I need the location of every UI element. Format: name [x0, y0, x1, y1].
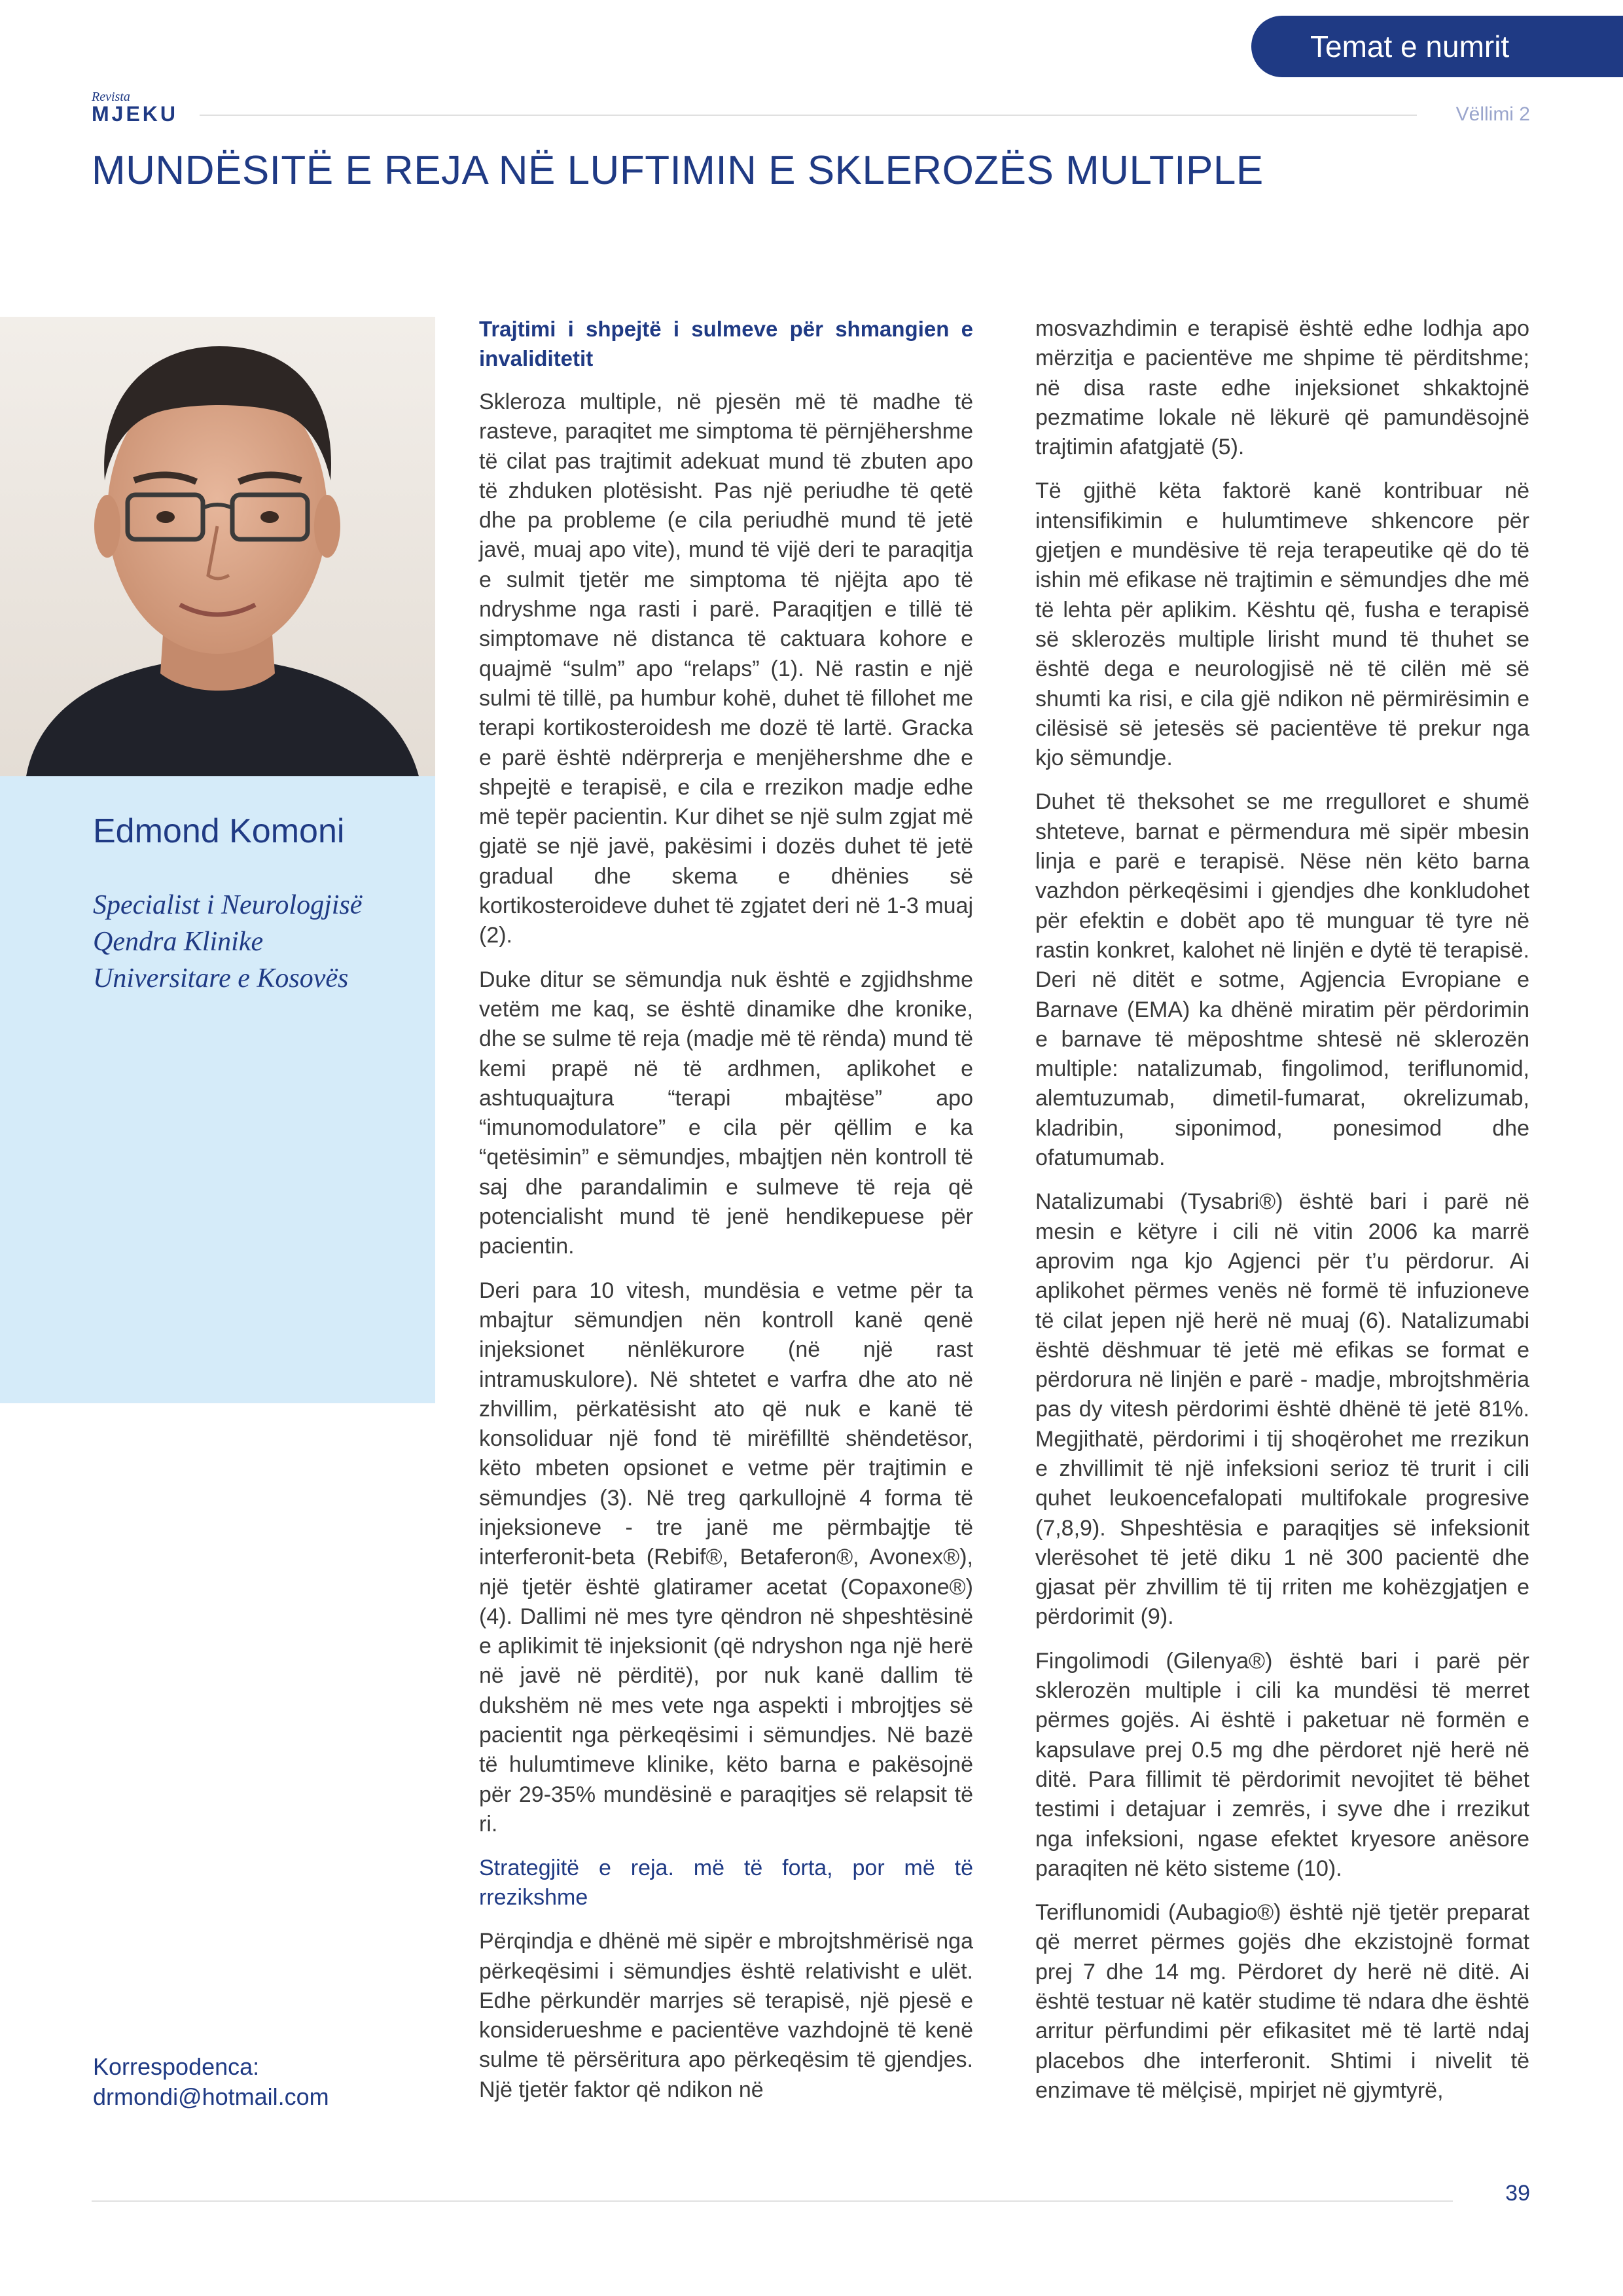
author-name: Edmond Komoni	[93, 812, 345, 850]
page-number: 39	[1505, 2181, 1530, 2206]
header-divider	[200, 115, 1417, 116]
correspondence	[93, 2052, 329, 2112]
section-heading-2: Strategjitë e reja. më të forta, por më të rrezikshme	[479, 1856, 973, 1910]
author-photo	[0, 317, 435, 776]
paragraph: Teriflunomidi (Aubagio®) është një tjetër preparat që merret përmes gojës dhe ekzistojnë format prej 7 dhe 14 mg. Përdoret dy herë në ditë. Ai është testuar në katër studime të ndara dhe është arritur përfundimi për efikasitet më të lartë ndaj placebos dhe interferonit. Shtimi i nivelit të enzimave të mëlçisë, mpirjet në gjymtyrë,	[1035, 1900, 1529, 2103]
article-title: MUNDËSITË E REJA NË LUFTIMIN E SKLEROZËS MULTIPLE	[92, 148, 1264, 193]
correspondence-email[interactable]: drmondi@hotmail.com	[93, 2083, 329, 2110]
affiliation-line: Universitare e Kosovës	[93, 963, 349, 994]
footer-divider	[92, 2200, 1453, 2202]
logo-small-text: Revista	[92, 90, 130, 104]
journal-logo	[92, 90, 178, 124]
paragraph: Deri para 10 vitesh, mundësia e vetme për ta mbajtur sëmundjen nën kontroll kanë qenë injeksionet nënlëkurore (në një rast intramuskulore). Në shtetet e varfra dhe ato në zhvillim, përkatësisht ato që nuk e kanë të konsoliduar një fond të mirëfilltë shëndetësor, këto mbeten opsionet e vetme për trajtimin e sëmundjes (3). Në treg qarkullojnë 4 forma të injeksioneve - tre janë me përmbajtje të interferonit-beta (Rebif®, Betaferon®, Avonex®), një tjetër është glatiramer acetat (Copaxone®) (4). Dallimi në mes tyre qëndron në shpeshtësinë e aplikimit të injeksionit (që ndryshon nga një herë në javë në përditë), por nuk kanë dallim të dukshëm në mes vete nga aspekti i mbrojtjes së pacientit nga përkeqësimi i sëmundjes. Në bazë të hulumtimeve klinike, këto barna e pakësojnë për 29-35% mundësinë e paraqitjes së relapsit të ri.	[479, 1278, 973, 1837]
logo-big-text: MJEKU	[92, 102, 179, 126]
author-affiliation	[93, 887, 362, 997]
text-column-2	[1035, 314, 1529, 2120]
paragraph: Duke ditur se sëmundja nuk është e zgjidhshme vetëm me kaq, se është dinamike dhe kronike, dhe se sulme të reja (madje më të rënda) mund të kemi prapë në të ardhmen, aplikohet e ashtuquajtura “terapi mbajtëse” apo “imunomodulatore” e cila për qëllim e ka “qetësimin” e sëmundjes, mbajtjen nën kontroll të saj dhe parandalimin e sulmeve të reja që potencialisht mund të jenë hendikepuese për pacientin.	[479, 967, 973, 1259]
paragraph: Të gjithë këta faktorë kanë kontribuar në intensifikimin e hulumtimeve shkencore për gjetjen e mundësive të reja terapeutike që do të ishin më efikase në trajtimin e sëmundjes dhe më të lehta për aplikim. Kështu që, fusha e terapisë së sklerozës multiple lirisht mund të thuhet se është dega e neurologjisë në të cilën më së shumti ka risi, e cila gjë ndikon në përmirësimin e cilësisë së jetesës së pacientëve të prekur nga kjo sëmundje.	[1035, 478, 1529, 771]
paragraph: mosvazhdimin e terapisë është edhe lodhja apo mërzitja e pacientëve me shpime të përditshme; në disa raste edhe injeksionet shkaktojnë pezmatime lokale në lëkurë që pamundësojnë trajtimin afatgjatë (5).	[1035, 316, 1529, 460]
section-heading-1: Trajtimi i shpejtë i sulmeve për shmangien e invaliditetit	[479, 317, 973, 370]
paragraph: Fingolimodi (Gilenya®) është bari i parë për sklerozën multiple i cili ka mundësi të merret përmes gojës. Ai është i paketuar në formën e kapsulave prej 0.5 mg dhe përdoret një herë në ditë. Para fillimit të përdorimit nevojitet të bëhet testimi i detajuar i zemrës, i syve dhe i rrezikut nga infeksioni, ngase efektet kryesore anësore paraqiten në këto sisteme (10).	[1035, 1648, 1529, 1881]
volume-label: Vëllimi 2	[1455, 103, 1530, 125]
author-box	[0, 776, 435, 1403]
affiliation-line: Qendra Klinike	[93, 927, 264, 957]
paragraph: Duhet të theksohet se me rregulloret e shumë shteteve, barnat e përmendura më sipër mbesin linja e parë e terapisë. Nëse nën këto barna vazhdon përkeqësimi i gjendjes dhe konkludohet për efektin e dobët apo të munguar të tyre në rastin konkret, kalohet në linjën e dytë të terapisë. Deri në ditët e sotme, Agjencia Evropiane e Barnave (EMA) ka dhënë miratim për përdorimin e barnave të mëposhtme shtesë në sklerozën multiple: natalizumab, fingolimod, teriflunomid, alemtuzumab, dimetil-fumarat, okrelizumab, kladribin, siponimod, ponesimod dhe ofatumumab.	[1035, 789, 1529, 1171]
affiliation-line: Specialist i Neurologjisë	[93, 890, 363, 920]
correspondence-label: Korrespodenca:	[93, 2053, 260, 2080]
section-tab[interactable]: Temat e numrit	[1251, 16, 1623, 77]
paragraph: Përqindja e dhënë më sipër e mbrojtshmërisë nga përkeqësimi i sëmundjes është relativisht e ulët. Edhe përkundër marrjes së terapisë, një pjesë e konsiderueshme e pacientëve vazhdojnë të kenë sulme të përsëritura apo përkeqësim të gjendjes. Një tjetër faktor që ndikon në	[479, 1929, 973, 2102]
text-column-1	[479, 314, 973, 2119]
paragraph: Natalizumabi (Tysabri®) është bari i parë në mesin e këtyre i cili në vitin 2006 ka marrë aprovim nga kjo Agjenci për t’u përdorur. Ai aplikohet përmes venës në formë të infuzioneve të cilat jepen një herë në muaj (6). Natalizumabi është dëshmuar të jetë më efikas se format e përdorura në linjën e parë - madje, mbrojtshmëria pas dy vitesh përdorimi është dhënë të jetë 81%. Megjithatë, përdorimi i tij shoqërohet me rrezikun e zhvillimit të një infeksioni serioz të trurit i cili quhet leukoencefalopati multifokale progresive (7,8,9). Shpeshtësia e paraqitjes së infeksionit vlerësohet të jetë diku 1 në 300 pacientë dhe gjasat për zhvillim të tij rriten me kohëzgjatjen e përdorimit (9).	[1035, 1189, 1529, 1630]
paragraph: Skleroza multiple, në pjesën më të madhe të rasteve, paraqitet me simptoma të përnjëhershme të cilat pas trajtimit adekuat mund të zbuten apo të zhduken plotësisht. Pas një periudhe të qetë dhe pa probleme (e cila periudhë mund të jetë javë, muaj apo vite), mund të vijë deri te paraqitja e sulmit tjetër me simptoma të njëjta apo të ndryshme nga rasti i parë. Paraqitjen e tillë të simptomave në distanca të caktuara kohore e quajmë “sulm” apo “relaps” (1). Në rastin e një sulmi të tillë, pa humbur kohë, duhet të fillohet me terapi kortikosteroidesh me dozë të lartë. Gracka e parë është ndërprerja e menjëhershme dhe e shpejtë e terapisë, e cila e rrezikon madje edhe më tepër pacientin. Kur dihet se një sulm zgjat më gjatë se një javë, pakësimi i dozës duhet të jetë gradual dhe skema e dhënies së kortikosteroideve duhet të zgjatet deri në 1-3 muaj (2).	[479, 389, 973, 948]
author-portrait-illustration	[0, 317, 435, 776]
